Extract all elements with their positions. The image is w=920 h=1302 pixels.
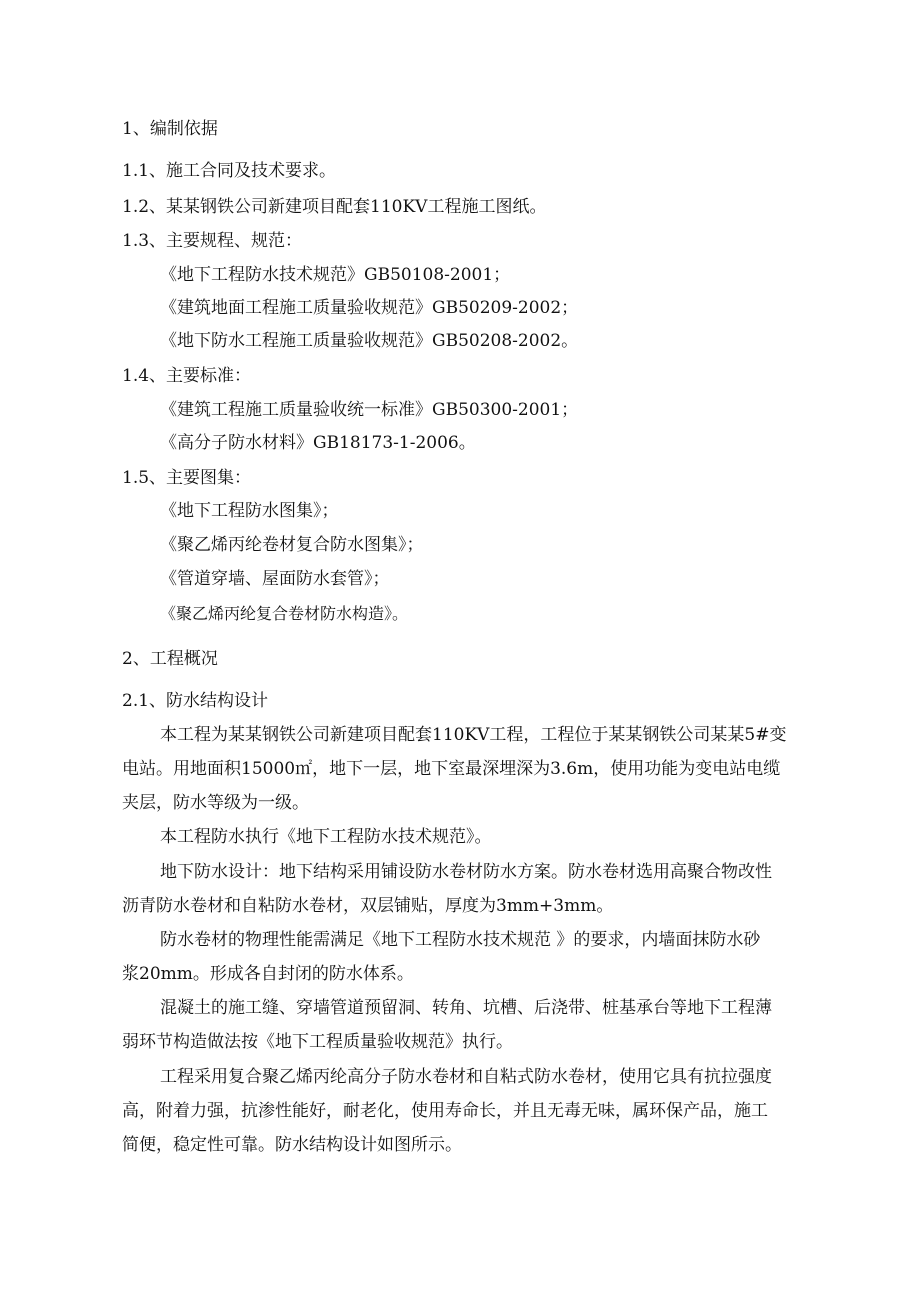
item-1-2: 1.2、某某钢铁公司新建项目配套110KV工程施工图纸。 — [122, 197, 547, 217]
standard-ref: 《高分子防水材料》GB18173-1-2006。 — [160, 433, 476, 453]
paragraph-line: 浆20mm。形成各自封闭的防水体系。 — [122, 964, 414, 984]
code-ref: 《地下工程防水技术规范》GB50108-2001； — [160, 265, 511, 285]
atlas-ref: 《聚乙烯丙纶卷材复合防水图集》； — [160, 535, 424, 555]
paragraph-line: 电站。用地面积15000㎡，地下一层，地下室最深埋深为3.6m，使用功能为变电站电缆 — [122, 759, 781, 779]
atlas-ref: 《聚乙烯丙纶复合卷材防水构造》。 — [160, 604, 409, 623]
paragraph-line: 沥青防水卷材和自粘防水卷材，双层铺贴，厚度为3mm+3mm。 — [122, 896, 614, 916]
paragraph-line: 高，附着力强，抗渗性能好，耐老化，使用寿命长，并且无毒无味，属环保产品，施工 — [122, 1101, 768, 1121]
item-1-1: 1.1、施工合同及技术要求。 — [122, 161, 337, 181]
item-1-5: 1.5、主要图集： — [122, 468, 252, 488]
paragraph-line: 本工程为某某钢铁公司新建项目配套110KV工程，工程位于某某钢铁公司某某5#变 — [160, 725, 787, 745]
item-1-3: 1.3、主要规程、规范： — [122, 231, 303, 251]
paragraph-line: 混凝土的施工缝、穿墙管道预留洞、转角、坑槽、后浇带、桩基承台等地下工程薄 — [160, 998, 772, 1018]
code-ref: 《地下防水工程施工质量验收规范》GB50208-2002。 — [160, 331, 579, 351]
atlas-ref: 《管道穿墙、屋面防水套管》； — [160, 569, 390, 589]
paragraph-line: 工程采用复合聚乙烯丙纶高分子防水卷材和自粘式防水卷材，使用它具有抗拉强度 — [160, 1067, 772, 1087]
section-2-heading: 2、工程概况 — [122, 649, 218, 669]
section-1-heading: 1、编制依据 — [122, 119, 218, 139]
paragraph-line: 简便，稳定性可靠。防水结构设计如图所示。 — [122, 1135, 462, 1155]
paragraph-line: 防水卷材的物理性能需满足《地下工程防水技术规范 》的要求，内墙面抹防水砂 — [160, 930, 761, 950]
paragraph-line: 弱环节构造做法按《地下工程质量验收规范》执行。 — [122, 1032, 513, 1052]
item-1-4: 1.4、主要标准： — [122, 366, 252, 386]
paragraph-line: 夹层，防水等级为一级。 — [122, 793, 309, 813]
paragraph-line: 本工程防水执行《地下工程防水技术规范》。 — [160, 827, 492, 847]
standard-ref: 《建筑工程施工质量验收统一标准》GB50300-2001； — [160, 400, 579, 420]
paragraph-line: 地下防水设计：地下结构采用铺设防水卷材防水方案。防水卷材选用高聚合物改性 — [160, 862, 772, 882]
atlas-ref: 《地下工程防水图集》； — [160, 501, 339, 521]
subsection-2-1: 2.1、防水结构设计 — [122, 691, 269, 711]
code-ref: 《建筑地面工程施工质量验收规范》GB50209-2002； — [160, 298, 579, 318]
